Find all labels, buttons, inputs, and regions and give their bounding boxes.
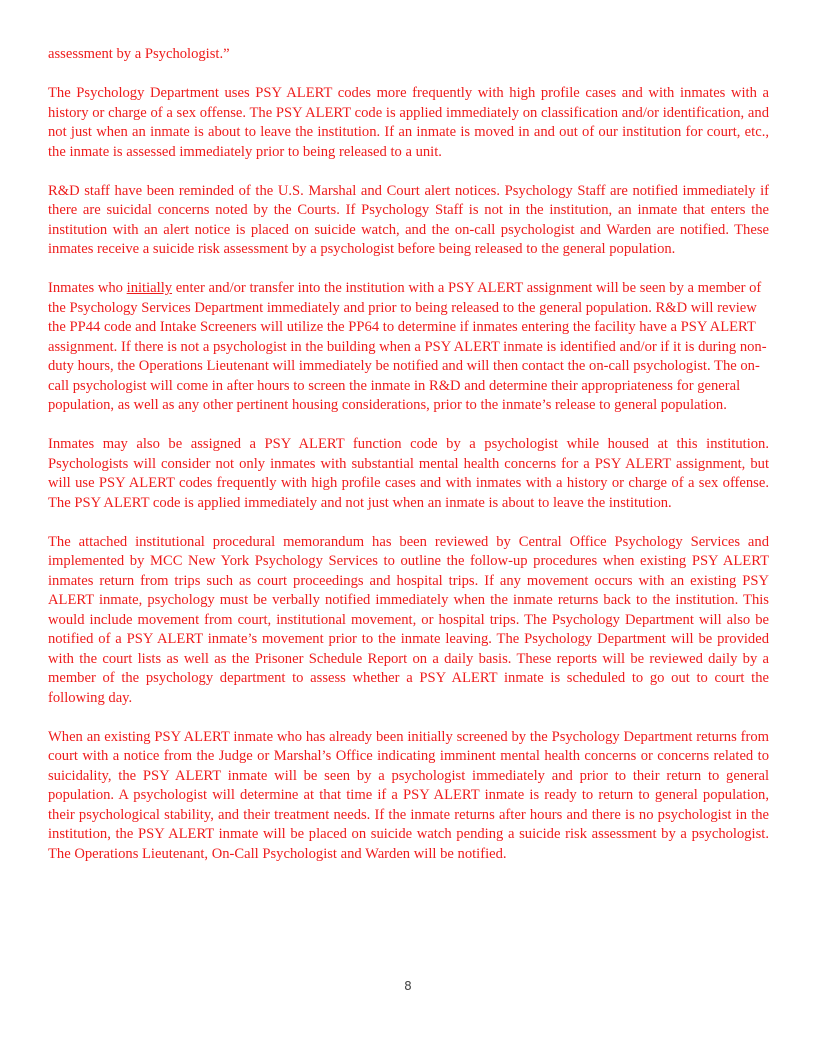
paragraph-court-return: When an existing PSY ALERT inmate who has already been initially screened by the Psychology Department returns from court with a notice from the Judge or Marshal’s Office indicating imminent mental health concerns or concerns related to suicidality, the PSY ALERT inmate will be seen by a psychologist immediately and prior to their return to general population. A psychologist will determine at that time if a PSY ALERT inmate is ready to return to general population, their psychological stability, and their treatment needs. If the inmate returns after hours and there is no psychologist in the institution, the PSY ALERT inmate will be placed on suicide watch pending a suicide risk assessment by a psychologist. The Operations Lieutenant, On-Call Psychologist and Warden will be notified. xyxy=(48,728,769,862)
paragraph-psy-alert-codes: The Psychology Department uses PSY ALERT codes more frequently with high profile cases and with inmates with a history or charge of a sex offense. The PSY ALERT code is applied immediately on classification and/or identification, and not just when an inmate is about to leave the institution. If an inmate is moved in and out of our institution for court, etc., the inmate is assessed immediately prior to being released to a unit. xyxy=(48,85,769,160)
paragraph-rd-staff: R&D staff have been reminded of the U.S. Marshal and Court alert notices. Psychology Staff are notified immediately if there are suicidal concerns noted by the Courts. If Psychology Staff is not in the institution, an inmate that enters the institution with an alert notice is placed on suicide watch, and the on-call psychologist and Warden are notified. These inmates receive a suicide risk assessment by a psychologist before being released to the general population. xyxy=(48,182,769,257)
underlined-initially: initially xyxy=(126,280,173,296)
paragraph-function-code: Inmates may also be assigned a PSY ALERT function code by a psychologist while housed at this institution. Psychologists will consider not only inmates with substantial mental health concerns for a PSY ALERT assignment, but will use PSY ALERT codes frequently with high profile cases and with inmates with a history or charge of a sex offense. The PSY ALERT code is applied immediately and not just when an inmate is about to leave the institution. xyxy=(48,436,769,511)
paragraph-initial-entry-part2: enter and/or transfer into the institution with a PSY ALERT assignment will be seen by a member of the Psychology Services Department immediately and prior to being released to the general population. R&D will review the PP44 code and Intake Screeners will utilize the PP64 to determine if inmates entering the facility have a PSY ALERT assignment. If there is not a psychologist in the building when a PSY ALERT inmate is identified and/or if it is during non-duty hours, the Operations Lieutenant will immediately be notified and will then contact the on-call psychologist. The on-call psychologist will come in after hours to screen the inmate in R&D and determine their appropriateness for general population, as well as any other pertinent housing considerations, prior to the inmate’s release to general population. xyxy=(48,280,767,413)
paragraph-continuation: assessment by a Psychologist.” xyxy=(48,46,230,62)
page-number: 8 xyxy=(404,979,412,993)
paragraph-procedural-memorandum: The attached institutional procedural memorandum has been reviewed by Central Office Psychology Services and implemented by MCC New York Psychology Services to outline the follow-up procedures when existing PSY ALERT inmates return from trips such as court proceedings and hospital trips. If any movement occurs with an existing PSY ALERT inmate, psychology must be verbally notified immediately when the inmate returns back to the institution. This would include movement from court, institutional movement, or hospital trips. The Psychology Department will also be notified of a PSY ALERT inmate’s movement prior to the inmate leaving. The Psychology Department will be provided with the court lists as well as the Prisoner Schedule Report on a daily basis. These reports will be reviewed daily by a member of the psychology department to assess whether a PSY ALERT inmate is scheduled to go out to court the following day. xyxy=(48,533,769,706)
paragraph-initial-entry xyxy=(48,279,769,416)
document-body xyxy=(48,45,769,884)
paragraph-initial-entry-part1: Inmates who xyxy=(48,280,127,296)
